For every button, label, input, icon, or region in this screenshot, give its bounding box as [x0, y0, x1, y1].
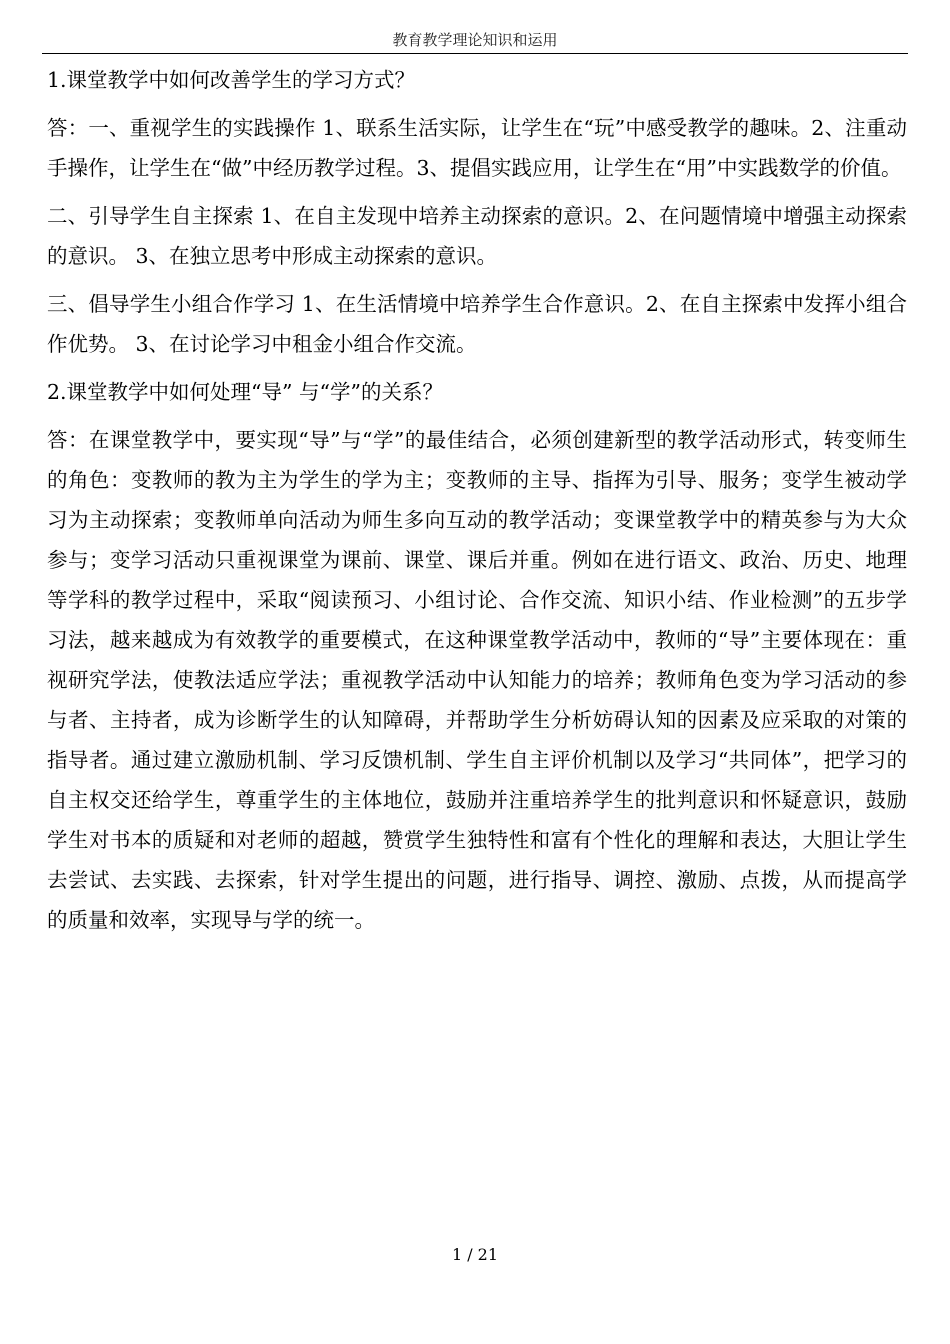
answer-1-part-1: 答：一、重视学生的实践操作 1、联系生活实际，让学生在“玩”中感受教学的趣味。2、注重动手操作，让学生在“做”中经历教学过程。3、提倡实践应用，让学生在“用”中实践数学的价值。	[47, 116, 907, 180]
page-number: 1 / 21	[451, 1245, 499, 1264]
question-2-heading: 2.课堂教学中如何处理“导” 与“学”的关系？	[47, 380, 443, 404]
document-body	[47, 60, 907, 940]
answer-2: 答：在课堂教学中，要实现“导”与“学”的最佳结合，必须创建新型的教学活动形式，转变师生的角色：变教师的教为主为学生的学为主；变教师的主导、指挥为引导、服务；变学生被动学习为主动探索；变教师单向活动为师生多向互动的教学活动；变课堂教学中的精英参与为大众参与；变学习活动只重视课堂为课前、课堂、课后并重。例如在进行语文、政治、历史、地理等学科的教学过程中，采取“阅读预习、小组讨论、合作交流、知识小结、作业检测”的五步学习法，越来越成为有效教学的重要模式，在这种课堂教学活动中，教师的“导”主要体现在：重视研究学法，使教法适应学法；重视教学活动中认知能力的培养；教师角色变为学习活动的参与者、主持者，成为诊断学生的认知障碍，并帮助学生分析妨碍认知的因素及应采取的对策的指导者。通过建立激励机制、学习反馈机制、学生自主评价机制以及学习“共同体”，把学习的自主权交还给学生，尊重学生的主体地位，鼓励并注重培养学生的批判意识和怀疑意识，鼓励学生对书本的质疑和对老师的超越，赞赏学生独特性和富有个性化的理解和表达，大胆让学生去尝试、去实践、去探索，针对学生提出的问题，进行指导、调控、激励、点拨，从而提高学的质量和效率，实现导与学的统一。	[47, 428, 907, 932]
question-1-heading: 1.课堂教学中如何改善学生的学习方式？	[47, 68, 416, 92]
page-header: 教育教学理论知识和运用	[392, 31, 558, 49]
header-divider	[42, 53, 908, 54]
answer-1-part-2: 二、引导学生自主探索 1、在自主发现中培养主动探索的意识。2、在问题情境中增强主动探索的意识。 3、在独立思考中形成主动探索的意识。	[47, 204, 907, 268]
answer-1-part-3: 三、倡导学生小组合作学习 1、在生活情境中培养学生合作意识。2、在自主探索中发挥小组合作优势。 3、在讨论学习中租金小组合作交流。	[47, 292, 907, 356]
